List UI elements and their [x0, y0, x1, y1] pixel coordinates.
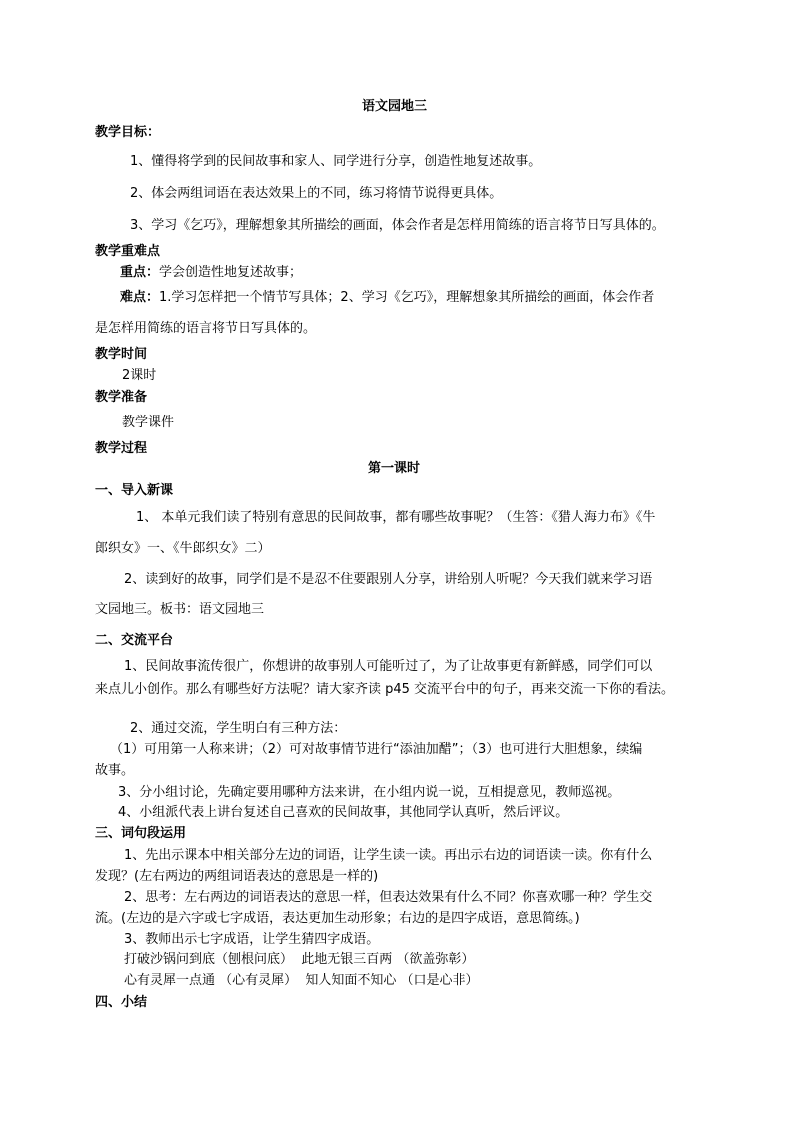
- goal-item-1: 1、懂得将学到的民间故事和家人、同学进行分享，创造性地复述故事。: [130, 154, 542, 169]
- section3-heading: 三、词句段运用: [95, 826, 187, 841]
- idioms-row-1: 打破沙锅问到底（刨根问底） 此地无银三百两 （欲盖弥彰）: [124, 952, 475, 967]
- focus-line: [120, 266, 302, 279]
- goal-item-2: 2、体会两组词语在表达效果上的不同，练习将情节说得更具体。: [130, 186, 503, 201]
- goals-heading: 教学目标：: [95, 125, 161, 140]
- difficulty-line-2: 是怎样用简练的语言将节日写具体的。: [95, 321, 317, 336]
- section1-p1-line2: 郎织女》一、《牛郎织女》二）: [95, 541, 271, 556]
- lesson-title: 第一课时: [368, 461, 421, 476]
- focus-label: 重点：: [120, 265, 160, 280]
- prep-heading: 教学准备: [95, 390, 148, 405]
- section2-heading: 二、交流平台: [95, 633, 174, 648]
- time-heading: 教学时间: [95, 347, 148, 362]
- section2-p3-line2: 故事。: [95, 763, 135, 778]
- section2-p1-line1: 1、民间故事流传很广，你想讲的故事别人可能听过了，为了让故事更有新鲜感，同学们可以: [124, 659, 653, 674]
- focus-text: 学会创造性地复述故事；: [159, 265, 303, 280]
- section3-p2-line1: 2、思考：左右两边的词语表达的意思一样，但表达效果有什么不同？你喜欢哪一种？学生交: [124, 890, 653, 905]
- section1-p1-line1: 1、 本单元我们读了特别有意思的民间故事，都有哪些故事呢？（生答：《猎人海力布》《牛: [136, 510, 656, 525]
- difficulty-line: [120, 291, 654, 304]
- section1-p2-line2: 文园地三。板书：语文园地三: [95, 602, 265, 617]
- section2-p2: 2、通过交流，学生明白有三种方法：: [130, 721, 347, 736]
- difficulty-text: 1.学习怎样把一个情节写具体；2、学习《乞巧》，理解想象其所描绘的画面，体会作者: [159, 290, 655, 305]
- section3-p1-line2: 发现？(左右两边的两组词语表达的意思是一样的): [95, 869, 379, 884]
- section2-p5: 4、小组派代表上讲台复述自己喜欢的民间故事，其他同学认真听，然后评议。: [118, 805, 569, 820]
- goal-item-3: 3、学习《乞巧》，理解想象其所描绘的画面，体会作者是怎样用简练的语言将节日写具体的。: [130, 218, 665, 233]
- time-value: 2课时: [122, 368, 157, 383]
- section2-p3-line1: （1）可用第一人称来讲；（2）可对故事情节进行“添油加醋”；（3）也可进行大胆想象，续编: [110, 742, 643, 757]
- section2-p4: 3、分小组讨论，先确定要用哪种方法来讲，在小组内说一说，互相提意见，教师巡视。: [118, 785, 621, 800]
- process-heading: 教学过程: [95, 441, 148, 456]
- section3-p3: 3、教师出示七字成语，让学生猜四字成语。: [124, 932, 380, 947]
- section3-p1-line1: 1、先出示课本中相关部分左边的词语，让学生读一读。再出示右边的词语读一读。你有什么: [124, 848, 653, 863]
- prep-value: 教学课件: [122, 415, 175, 430]
- keypoints-heading: 教学重难点: [95, 244, 161, 259]
- section4-heading: 四、小结: [95, 995, 148, 1010]
- idioms-row-2: 心有灵犀一点通 （心有灵犀） 知人知面不知心 （口是心非）: [124, 973, 479, 988]
- section1-p2-line1: 2、读到好的故事，同学们是不是忍不住要跟别人分享，讲给别人听呢？今天我们就来学习语: [124, 572, 653, 587]
- page-title: 语文园地三: [362, 99, 428, 114]
- section3-p2-line2: 流。(左边的是六字或七字成语，表达更加生动形象；右边的是四字成语，意思简练。): [95, 911, 580, 926]
- difficulty-label: 难点：: [120, 290, 160, 305]
- section2-p1-line2: 来点儿小创作。那么有哪些好方法呢？请大家齐读 p45 交流平台中的句子，再来交流一下你的看法。: [95, 682, 675, 697]
- section1-heading: 一、导入新课: [95, 483, 174, 498]
